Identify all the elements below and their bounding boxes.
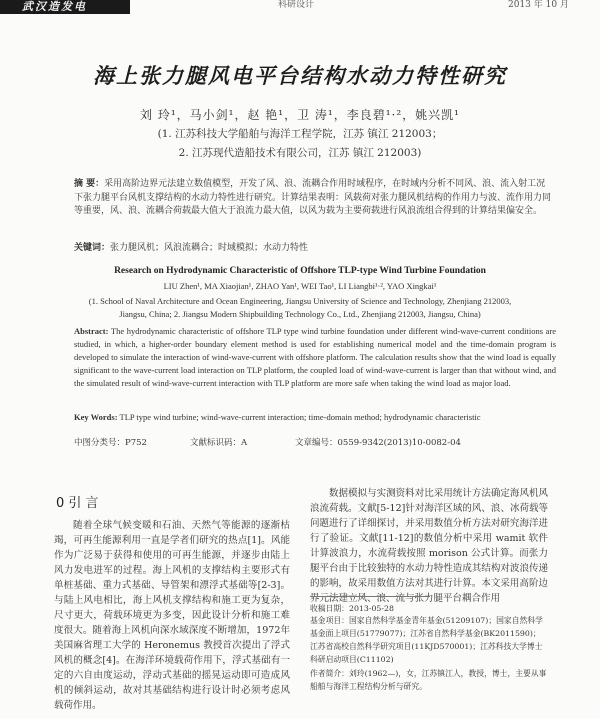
document-code: 文献标识码：A <box>190 438 248 448</box>
keywords-en-text: TLP type wind turbine; wind-wave-current interaction; time-domain method; hydrodynamic characteristic <box>119 412 481 422</box>
affiliation-en-1: (1. School of Naval Architecture and Ocean Engineering, Jiangsu University of Science and Technology, Zhenjiang 212003, <box>88 296 512 306</box>
authors-en: LIU Zhen¹, MA Xiaojian¹, ZHAO Yan¹, WEI Tao¹, LI Liangbi¹·², YAO Xingkai¹ <box>163 281 437 291</box>
body-text-right: 数据模拟与实测资料对比采用统计方法确定海风机风浪流荷载。文献[5-12]针对海洋区域的风、浪、冰荷载等问题进行了详细探讨，并采用数值分析方法对研究海洋进行了验证。文献[11-12]的数值分析中采用 wamit 软件计算波浪力，水流荷载按照 morison 公式计算。而张力腿平台由于比较独特的水动力特性造成其结构对波浪传递的影响，故采用数值方法对其进行计算。本文采用高阶边界元法建立风、浪、流与张力腿平台耦合作用 <box>310 488 548 604</box>
abstract-cn-text: 采用高阶边界元法建立数值模型，开发了风、浪、流耦合作用时域程序，在时域内分析不同风、浪、流入射工况下张力腿平台风机支撑结构的水动力特性进行研究。计算结果表明：风载荷对张力腿风机结构的作用力与波、流作用力同等重要，风、浪、流耦合荷载最大值大于浪流力最大值，以风为载为主要荷载进行风浪流组合得到的计算结果偏安全。 <box>74 179 552 216</box>
affiliation-en-2: Jiangsu, China; 2. Jiangsu Modern Shipbuilding Technology Co., Ltd., Zhenjiang 212003, Jiangsu, China) <box>119 309 481 319</box>
journal-tag: 武汉造发电 <box>0 0 130 14</box>
abstract-en <box>74 325 556 390</box>
running-header <box>0 0 600 14</box>
column-label: 科研设计 <box>278 0 315 10</box>
issue-date: 2013 年 10 月 <box>508 0 569 10</box>
section-heading: 0 引 言 <box>56 496 99 511</box>
footnote-divider <box>310 596 430 597</box>
authors-cn: 刘 玲¹，马小剑¹，赵 艳¹，卫 涛¹，李良碧¹·²，姚兴凯¹ <box>140 108 460 122</box>
abstract-en-text: The hydrodynamic characteristic of offshore TLP type wind turbine foundation under different wind-wave-current conditions are studied, in which, a higher-order boundary element method is used for establishing numerical model and the time-domain program is developed to simulate the interaction of wind-wave-current with offshore platform. The calculation results show that the wind load is equally significant to the wave-current load interaction on TLP platform, the coupled load of wind-wave-current is larger than that without wind, and the simulated result of wind-wave-current interaction with TLP platform are more safe when taking the wind load as major load. <box>74 326 556 388</box>
abstract-en-label: Abstract: <box>74 326 109 336</box>
paper-title: 海上张力腿风电平台结构水动力特性研究 <box>93 64 507 88</box>
footnote-fund: 基金项目：国家自然科学基金青年基金(51209107)；国家自然科学基金面上项目(51779077)；江苏省自然科学基金(BK2011590)；江苏省高校自然科学研究项目(11KJD570001)；江苏科技大学博士科研启动项目(C11102) <box>310 616 543 664</box>
abstract-cn <box>74 178 554 219</box>
article-number: 文章编号：0559-9342(2013)10-0082-04 <box>295 438 461 448</box>
footnote-received: 收稿日期：2013-05-28 <box>310 604 394 613</box>
keywords-cn <box>74 240 554 253</box>
keywords-cn-text: 张力腿风机；风浪流耦合；时域模拟；水动力特性 <box>110 243 309 253</box>
keywords-cn-label: 关键词： <box>74 243 111 253</box>
paper-title-en: Research on Hydrodynamic Characteristic of Offshore TLP-type Wind Turbine Foundation <box>114 266 486 276</box>
classification-number: 中图分类号：P752 <box>74 438 147 448</box>
abstract-cn-label: 摘 要： <box>74 179 105 189</box>
body-text-left: 随着全球气候变暖和石油、天然气等能源的逐渐枯竭，可再生能源利用一直是学者们研究的热点[1]。风能作为广泛易于获得和使用的可再生能源，并逐步由陆上风力发电进军的过程。海上风机的支撑结构主要形式有单桩基础、重力式基础、导管架和漂浮式基础等[2-3]。与陆上风电相比，海上风机支撑结构和施工更为复杂，尺寸更大，荷载环境更为多变，因此设计分析和施工难度很大。随着海上风机向深水域深度不断增加，1972年美国麻省理工大学的 Heronemus 教授首次提出了浮式风机的概念[4]。在海洋环境载荷作用下，浮式基础有一定的六自由度运动，浮动式基础的摇晃运动即可造成风机的倾斜运动，故对其基础结构进行设计时必须考虑风载荷作用。 <box>54 520 290 711</box>
keywords-en <box>74 412 556 422</box>
keywords-en-label: Key Words: <box>74 412 118 422</box>
affiliation-cn-1: (1. 江苏科技大学船舶与海洋工程学院，江苏 镇江 212003； <box>157 128 443 140</box>
footnote-author: 作者简介：刘玲(1962—)，女，江苏镇江人，教授，博士，主要从事船舶与海洋工程结构分析与研究。 <box>310 669 547 691</box>
affiliation-cn-2: 2. 江苏现代造船技术有限公司，江苏 镇江 212003) <box>178 147 422 159</box>
